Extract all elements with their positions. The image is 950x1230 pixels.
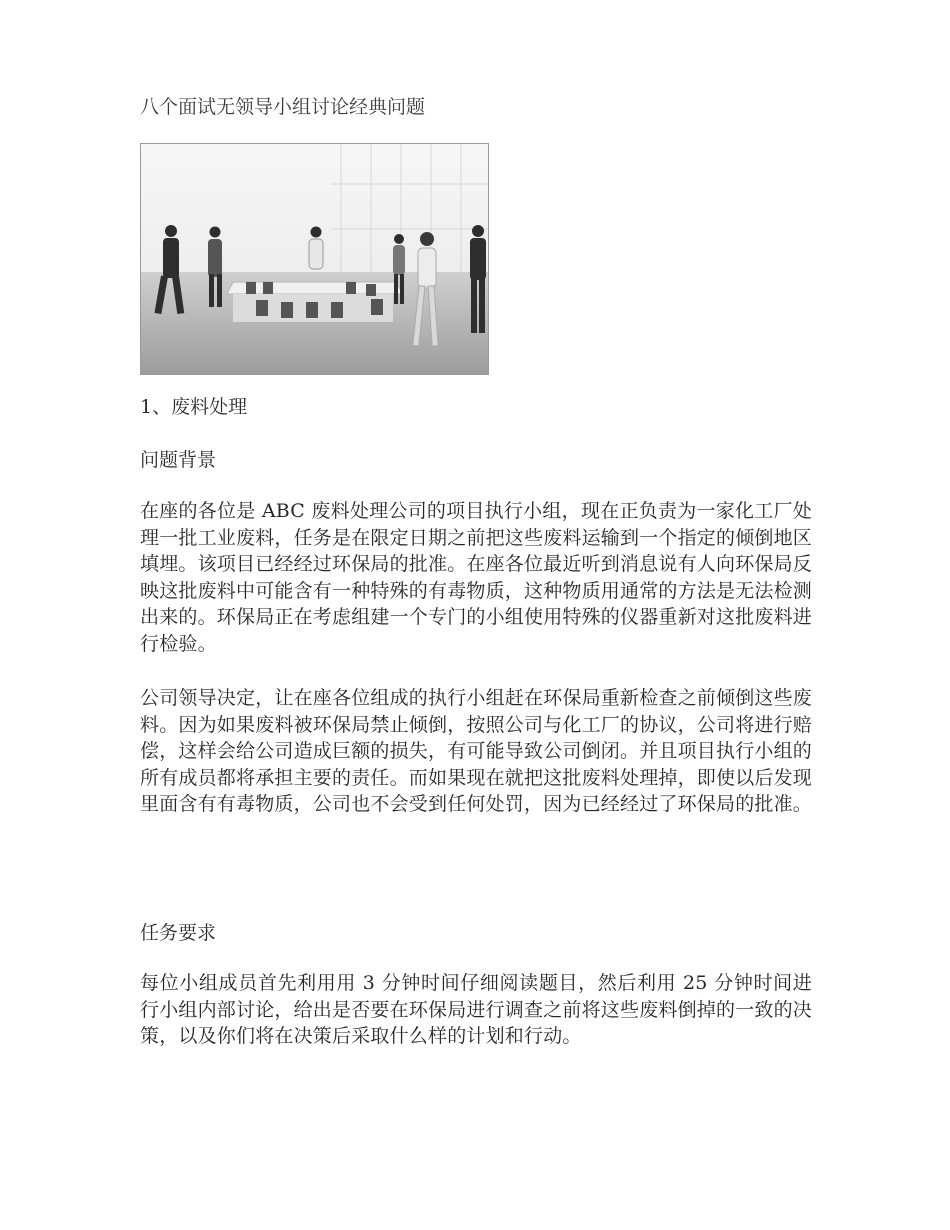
background-heading: 问题背景 [140,449,217,471]
task-paragraph: 每位小组成员首先利用用 3 分钟时间仔细阅读题目，然后利用 25 分钟时间进行小组内部讨论，给出是否要在环保局进行调查之前将这些废料倒掉的一致的决策，以及你们将在决策后采取什么样的计划和行动。 [140,972,813,1047]
section-heading: 1、废料处理 [140,396,248,418]
document-title: 八个面试无领导小组讨论经典问题 [140,96,426,118]
task-heading: 任务要求 [140,922,217,944]
meeting-room-photo [140,143,489,375]
background-paragraph-1: 在座的各位是 ABC 废料处理公司的项目执行小组，现在正负责为一家化工厂处理一批工业废料，任务是在限定日期之前把这些废料运输到一个指定的倾倒地区填埋。该项目已经经过环保局的批准。在座各位最近听到消息说有人向环保局反映这批废料中可能含有一种特殊的有毒物质，这种物质用通常的方法是无法检测出来的。环保局正在考虑组建一个专门的小组使用特殊的仪器重新对这批废料进行检验。 [140,500,813,655]
background-paragraph-2: 公司领导决定，让在座各位组成的执行小组赶在环保局重新检查之前倾倒这些废料。因为如果废料被环保局禁止倾倒，按照公司与化工厂的协议，公司将进行赔偿，这样会给公司造成巨额的损失，有可能导致公司倒闭。并且项目执行小组的所有成员都将承担主要的责任。而如果现在就把这批废料处理掉，即使以后发现里面含有有毒物质，公司也不会受到任何处罚，因为已经经过了环保局的批准。 [140,687,813,815]
